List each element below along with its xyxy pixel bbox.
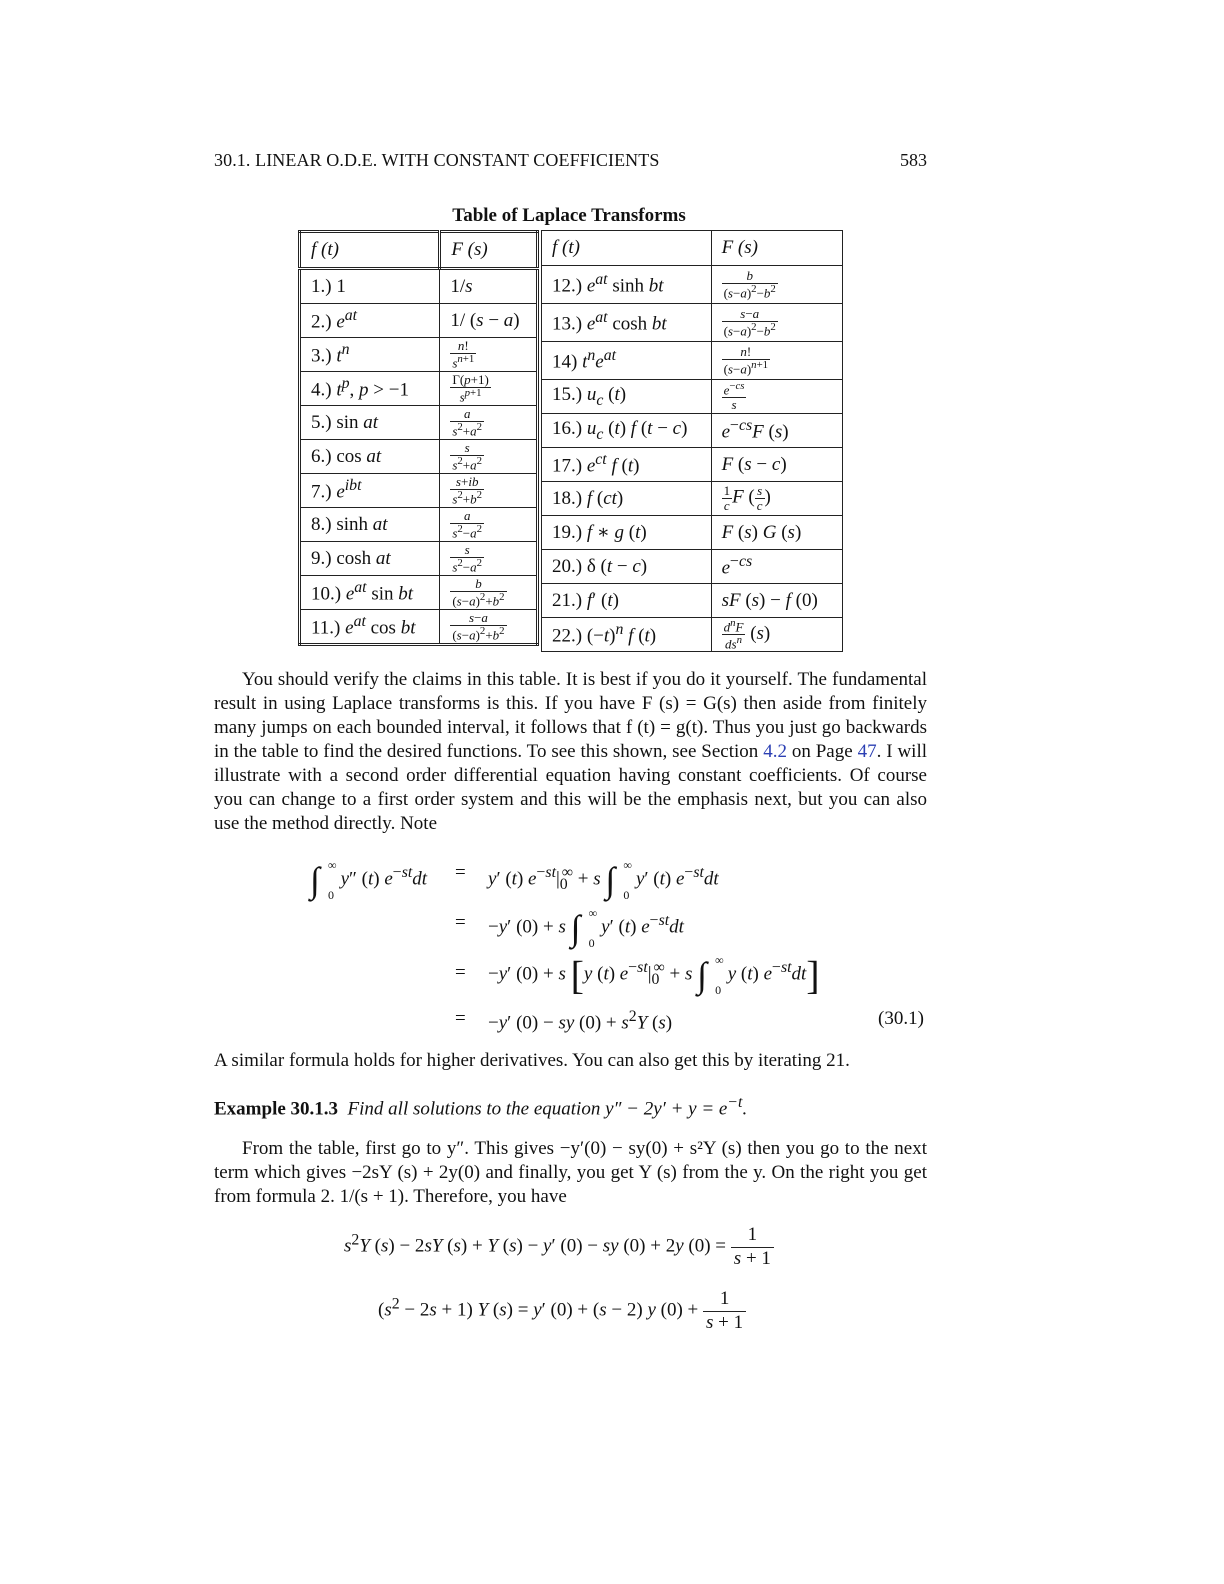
equals-sign: = xyxy=(455,1008,466,1029)
laplace-table-left xyxy=(298,230,539,646)
equals-sign: = xyxy=(455,962,466,983)
table-row: 19.) f ∗ g (t) F (s) G (s) xyxy=(542,516,843,550)
table-row: 5.) sin at $\frac{a}{s^2+a^2}$ xyxy=(300,406,538,440)
table-row: 18.) f (ct) $\frac{1}{c}$ F ( $\frac{s}{c}$ ) xyxy=(542,482,843,516)
equation-solve-Y: $(s^2 - 2s + 1)$ Y (s) = y′ (0) + (s − 2) y (0) + $\frac{1}{s + 1}$ xyxy=(378,1288,746,1335)
example-statement: Example 30.1.3 Find all solutions to the equation $y'' - 2y' + y = e^{-t}$. xyxy=(214,1094,748,1120)
table-title: Table of Laplace Transforms xyxy=(452,205,686,226)
table-row: 16.) $u_c$ (t) f (t − c) $e^{-cs}F$ (s) xyxy=(542,414,843,448)
table-row: 9.) cosh at $\frac{s}{s^2-a^2}$ xyxy=(300,542,538,576)
equation-rhs-3: −y′ (0) + s [y (t) $e^{-st}|_0^\infty + s$ ∫ ∞ 0 y (t) $e^{-st}dt$] xyxy=(488,952,820,998)
body-paragraph: You should verify the claims in this table. It is best if you do it yourself. The fundamental result in using Laplace transforms is this. If you have F (s) = G(s) then aside from finitely many jumps on each bounded interval, it follows that f (t) = g(t). Thus you just go backwards in the table to find the desired functions. To see this shown, see Section 4.2 on Page 47. I will illustrate with a second order differential equation having constant coefficients. Of course you can change to a first order system and this will be the emphasis next, but you can also use the method directly. Note xyxy=(214,669,928,834)
table-row: 7.) $e^{ibt}$ $\frac{s+ib}{s^2+b^2}$ xyxy=(300,474,538,508)
table-row: 6.) cos at $\frac{s}{s^2+a^2}$ xyxy=(300,440,538,474)
header-Fs: F (s) xyxy=(711,231,842,266)
table-row: 12.) $e^{at}$ sinh bt $\frac{b}{(s-a)^2-b^2}$ xyxy=(542,266,843,304)
page-link[interactable]: 47 xyxy=(857,741,877,762)
table-row: 22.) $(-t)^n$ f (t) $\frac{d^nF}{ds^n}$ (s) xyxy=(542,618,843,652)
equals-sign: = xyxy=(455,912,466,933)
body-paragraph: From the table, first go to y″. This gives −y′(0) − sy(0) + s²Y (s) then you go to the next term which gives −2sY (s) + 2y(0) and finally, you get Y (s) from the y. On the right you get from formula 2. 1/(s + 1). Therefore, you have xyxy=(214,1138,927,1207)
table-row: 3.) $t^n$ $\frac{n!}{s^{n+1}}$ xyxy=(300,338,538,372)
header-Fs: F (s) xyxy=(440,232,538,269)
table-row: 14) $t^ne^{at}$ $\frac{n!}{(s-a)^{n+1}}$ xyxy=(542,342,843,380)
equation-number: (30.1) xyxy=(878,1008,924,1029)
equation-rhs-4: −y′ (0) − sy $(0) + s^2Y$ (s) xyxy=(488,1008,673,1034)
table-row: 21.) f′ (t) sF (s) − f (0) xyxy=(542,584,843,618)
section-link[interactable]: 4.2 xyxy=(763,741,787,762)
running-header: 30.1. LINEAR O.D.E. WITH CONSTANT COEFFICIENTS xyxy=(214,150,660,170)
page-number: 583 xyxy=(900,150,927,170)
table-row: 2.) $e^{at}$ 1/ (s − a) xyxy=(300,304,538,338)
header-ft: f (t) xyxy=(300,232,440,269)
equation-rhs-2: −y′ (0) + s ∫ ∞ 0 y′ (t) $e^{-st}dt$ xyxy=(488,906,684,950)
equals-sign: = xyxy=(455,862,466,883)
table-row: 8.) sinh at $\frac{a}{s^2-a^2}$ xyxy=(300,508,538,542)
table-row: 20.) δ (t − c) $e^{-cs}$ xyxy=(542,550,843,584)
body-paragraph: A similar formula holds for higher derivatives. You can also get this by iterating 21. xyxy=(214,1050,850,1071)
equation-rhs-1: y′ (t) $e^{-st}|_0^\infty + s$ ∫ ∞ 0 y′ (t) $e^{-st}dt$ xyxy=(488,858,719,902)
table-row: 15.) $u_c$ (t) $\frac{e^{-cs}}{s}$ xyxy=(542,380,843,414)
equation-laplace-transformed: $s^2Y$ (s) − 2sY (s) + Y (s) − y′ (0) − sy (0) + 2y (0) = $\frac{1}{s + 1}$ xyxy=(344,1224,774,1271)
table-row: 4.) $t^p$, p > −1 $\frac{\Gamma(p+1)}{s^{p+1}}$ xyxy=(300,372,538,406)
header-ft: f (t) xyxy=(542,231,712,266)
table-row: 17.) $e^{ct}$ f (t) F (s − c) xyxy=(542,448,843,482)
table-row: 1.) 1 1/s xyxy=(300,269,538,304)
table-row: 10.) $e^{at}$ sin bt $\frac{b}{(s-a)^2+b^2}$ xyxy=(300,576,538,610)
table-row: 13.) $e^{at}$ cosh bt $\frac{s-a}{(s-a)^2-b^2}$ xyxy=(542,304,843,342)
laplace-table-right xyxy=(541,230,843,652)
table-row: 11.) $e^{at}$ cos bt $\frac{s-a}{(s-a)^2+b^2}$ xyxy=(300,610,538,645)
equation-line-1: ∫ ∞ 0 y″ (t) $e^{-st}dt$ xyxy=(310,858,428,902)
